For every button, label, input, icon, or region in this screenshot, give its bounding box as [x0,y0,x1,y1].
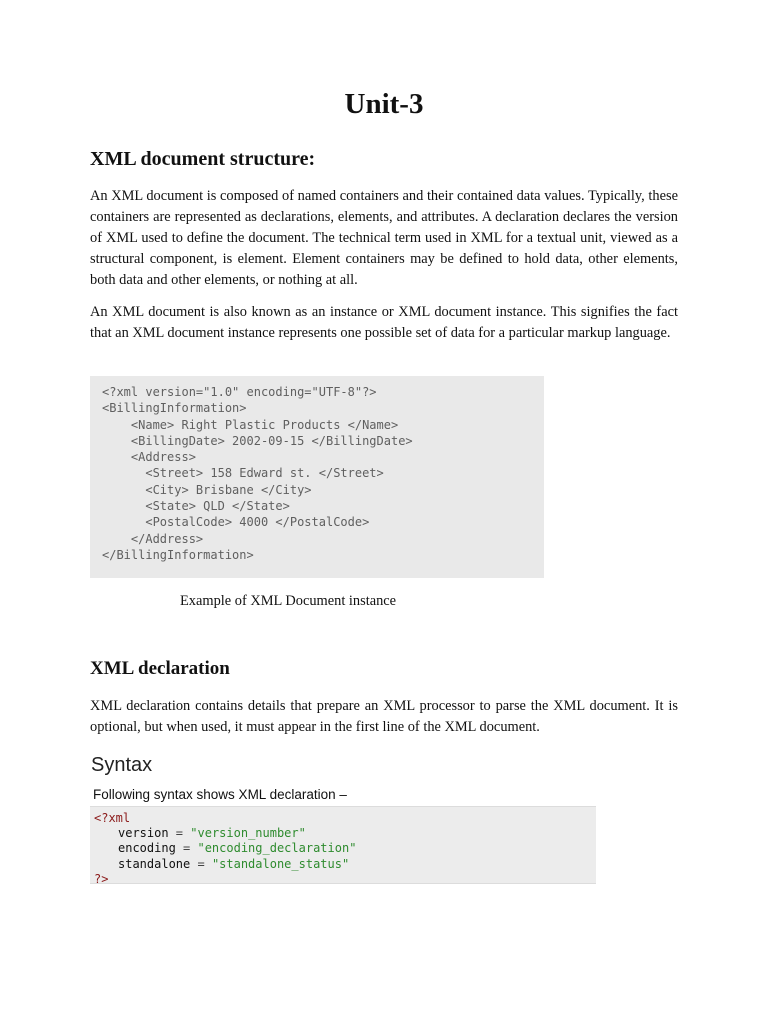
code-line: </BillingInformation> [102,547,254,562]
code-line: <Address> [102,450,196,465]
code-line: </Address> [102,531,204,546]
syntax-line [94,826,596,841]
syntax-attr-value: "standalone_status" [211,856,350,871]
code-line: <City> Brisbane </City> [102,482,312,497]
syntax-code-block [90,806,596,884]
paragraph-xml-declaration: XML declaration contains details that prepare an XML processor to parse the XML document. It is optional, but when used, it must appear in the first line of the XML document. [90,698,678,735]
paragraph-xml-document-composition: An XML document is composed of named containers and their contained data values. Typically, these containers are represented as declarations, elements, and attributes. A declaration declares the version of XML used to define the document. The technical term used in XML for a textual unit, viewed as a structural component, is element. Element containers may be defined to hold data, other elements, both data and other elements, or nothing at all. [90,188,678,288]
syntax-equals: = [168,826,191,841]
code-line: <Name> Right Plastic Products </Name> [102,417,399,432]
unit-title: Unit-3 [344,88,424,120]
syntax-attr-name: encoding [118,841,176,856]
code-line: <PostalCode> 4000 </PostalCode> [102,515,370,530]
section-heading-xml-declaration: XML declaration [90,658,230,679]
xml-example-code-block [90,376,544,578]
syntax-attr-name: version [118,826,169,841]
example-caption: Example of XML Document instance [180,593,397,609]
code-line: <?xml version="1.0" encoding="UTF-8"?> [102,385,377,399]
syntax-equals: = [190,856,212,871]
code-line: <Street> 158 Edward st. </Street> [102,466,384,481]
syntax-line [94,841,596,856]
syntax-close-line [94,872,596,887]
syntax-attr-value: "encoding_declaration" [197,841,357,856]
section-heading-xml-document-structure: XML document structure: [90,148,316,170]
syntax-heading: Syntax [91,754,153,776]
paragraph-xml-document-instance: An XML document is also known as an instance or XML document instance. This signifies the fact that an XML document instance represents one possible set of data for a particular markup language. [90,304,678,341]
code-line: <BillingDate> 2002-09-15 </BillingDate> [102,433,413,448]
syntax-open-line [94,811,596,826]
syntax-attr-name: standalone [118,856,191,871]
syntax-equals: = [175,841,198,856]
syntax-open-tag: <?xml [94,811,131,825]
syntax-attr-value: "version_number" [190,826,306,841]
syntax-close-tag: ?> [94,871,109,886]
syntax-line [94,857,596,872]
code-line: <State> QLD </State> [102,499,290,514]
code-line: <BillingInformation> [102,401,247,416]
syntax-subheading: Following syntax shows XML declaration – [93,787,347,802]
